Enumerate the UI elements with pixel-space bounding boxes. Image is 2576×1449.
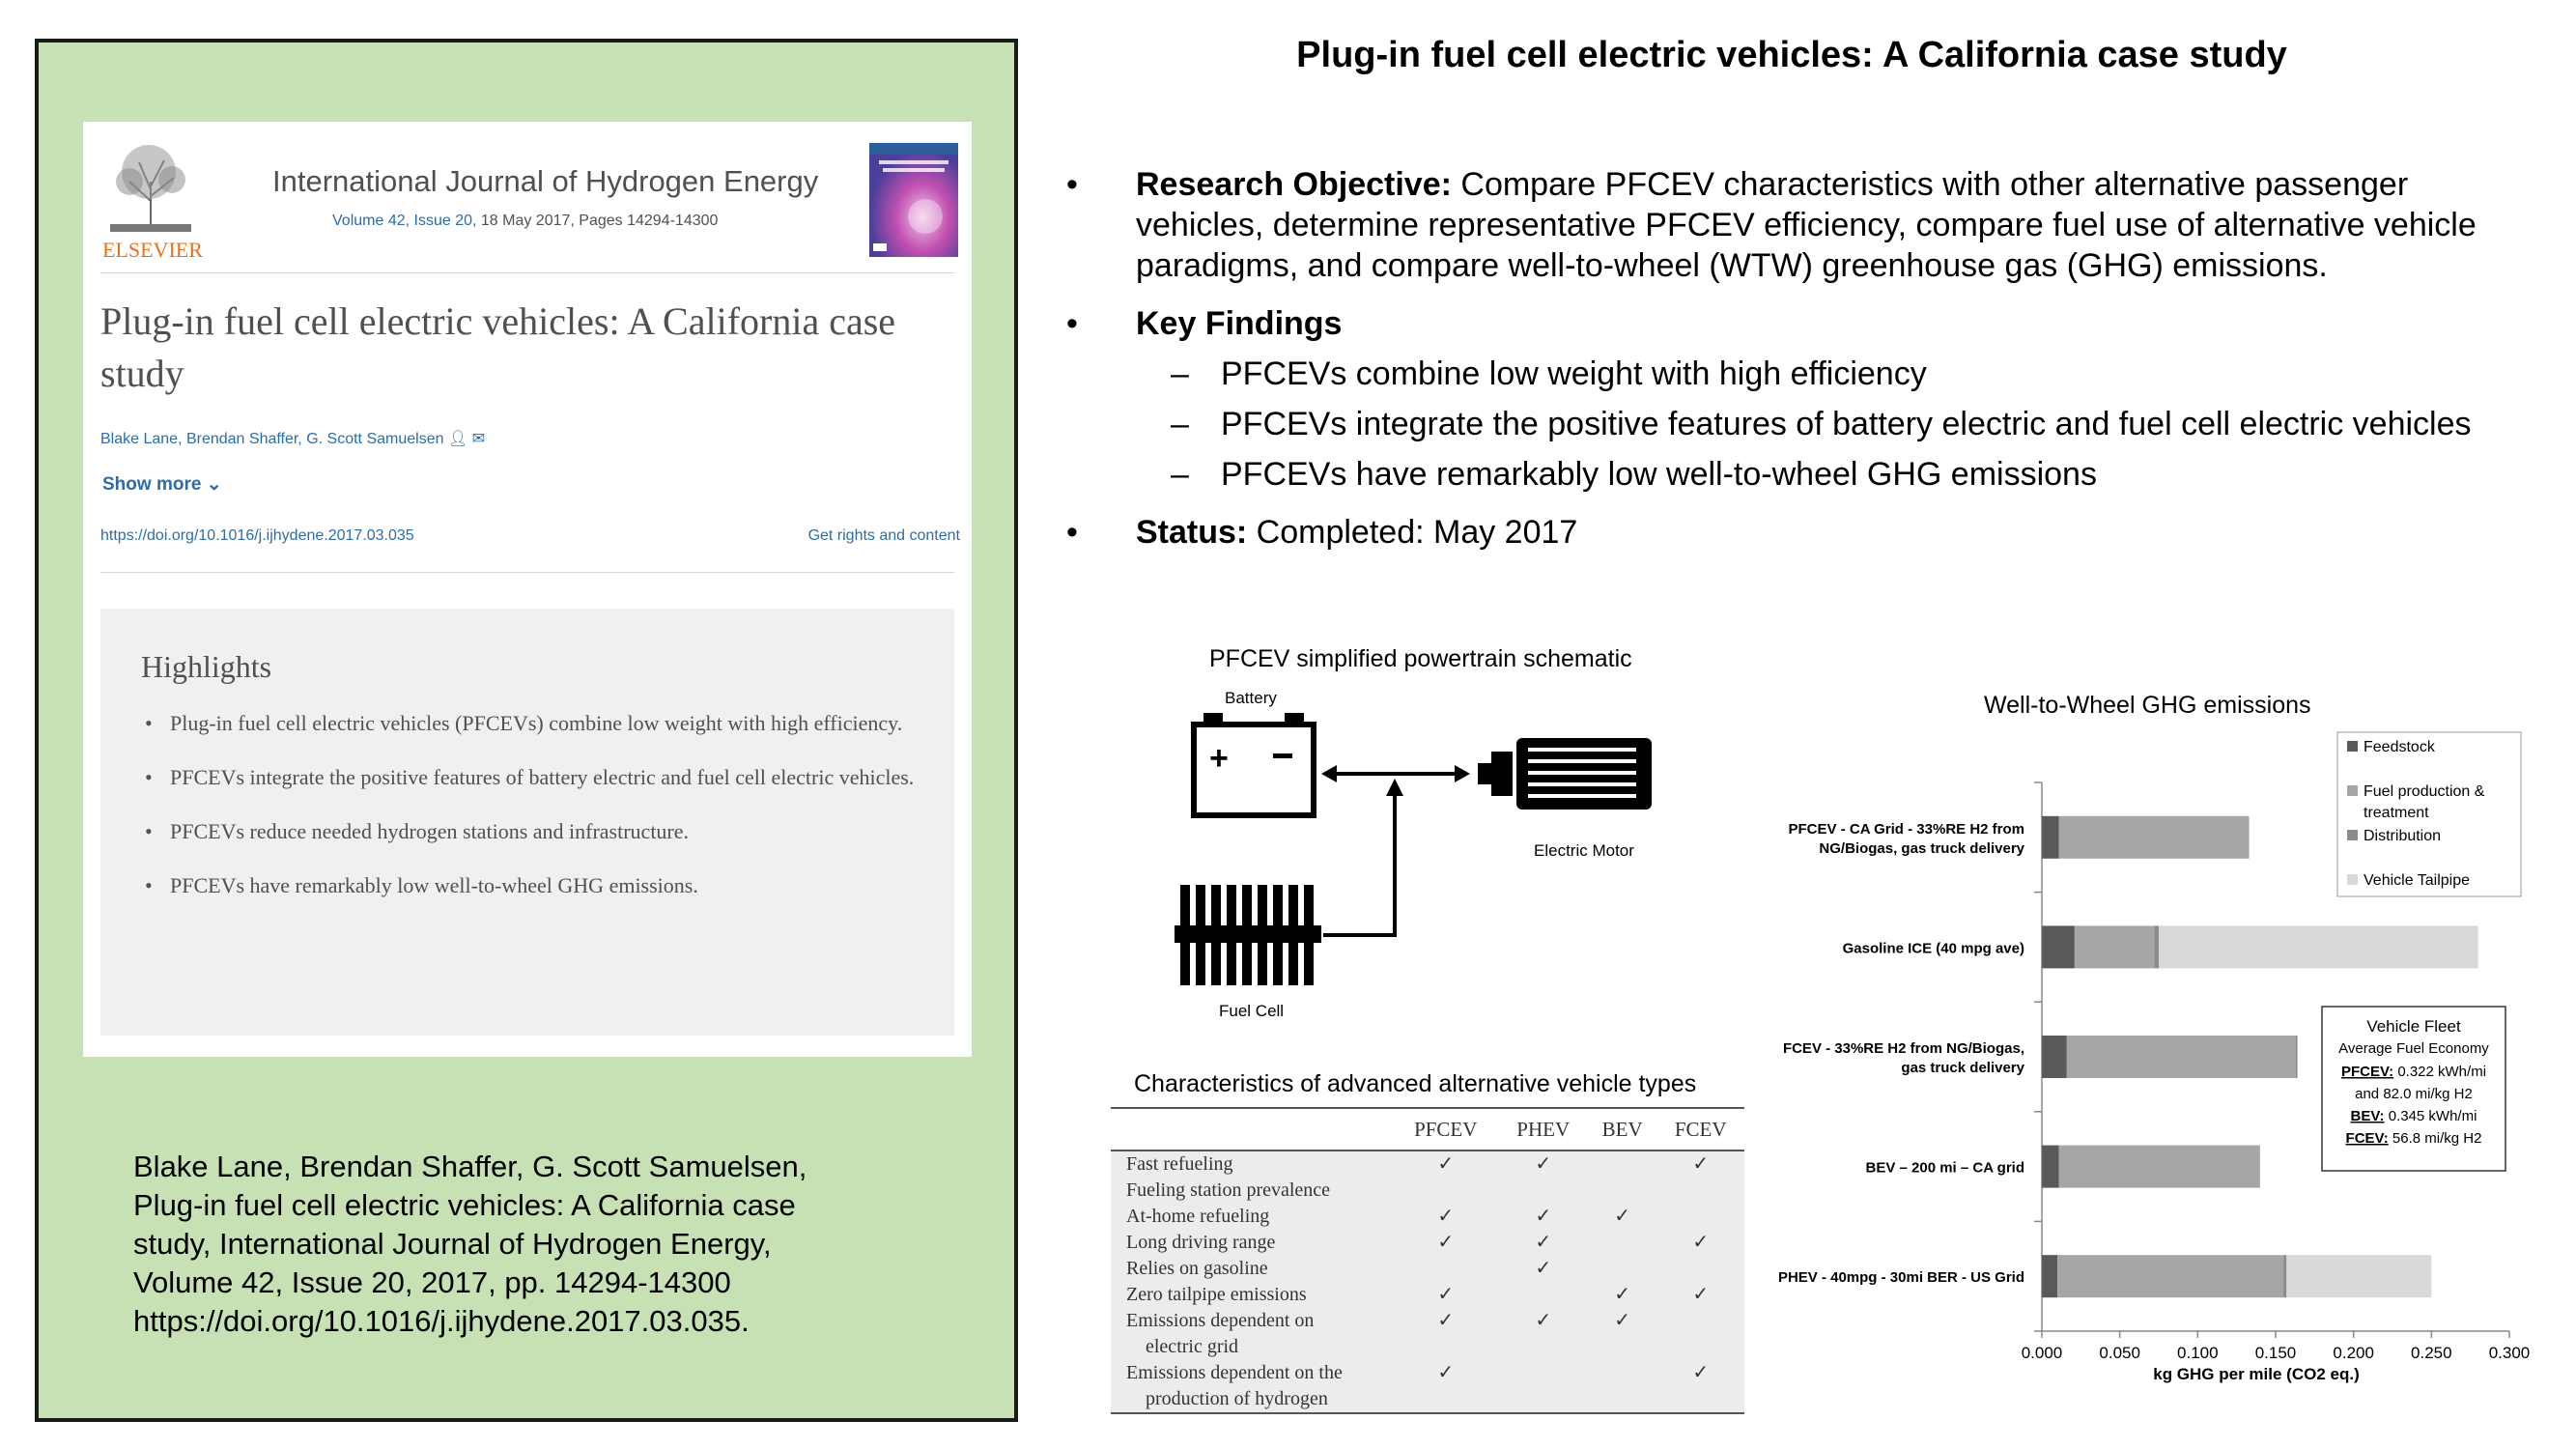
check-cell: ✓ — [1535, 1232, 1552, 1253]
check-cell: ✓ — [1437, 1310, 1455, 1331]
motor-label: Electric Motor — [1534, 841, 1634, 860]
doi-link[interactable]: https://doi.org/10.1016/j.ijhydene.2017.03.035 — [100, 527, 414, 544]
check-cell: ✓ — [1614, 1284, 1631, 1305]
divider — [100, 272, 954, 273]
check-cell — [1588, 1178, 1657, 1204]
category-label: PFCEV - CA Grid - 33%RE H2 from — [1788, 820, 2024, 838]
bar-segment — [2042, 816, 2059, 859]
article-screenshot — [83, 122, 972, 1057]
table-row — [1111, 1151, 1744, 1178]
check-cell — [1588, 1151, 1657, 1178]
legend-swatch — [2347, 874, 2358, 885]
column-header: PHEV — [1499, 1108, 1588, 1151]
journal-cover-image[interactable] — [869, 143, 958, 257]
bar-segment — [2059, 816, 2250, 859]
x-axis-label: kg GHG per mile (CO2 eq.) — [2153, 1365, 2360, 1383]
check-cell: ✓ — [1535, 1258, 1552, 1279]
fleet-box-line: PFCEV: 0.322 kWh/mi — [2340, 1064, 2487, 1080]
check-cell — [1656, 1256, 1744, 1282]
highlight-item: • Plug-in fuel cell electric vehicles (PFCEVs) combine low weight with high efficiency. — [141, 707, 923, 740]
check-cell — [1588, 1360, 1657, 1413]
bar-segment — [2057, 1255, 2283, 1297]
feature-cell: Emissions dependent on the production of hydrogen — [1111, 1360, 1393, 1413]
divider — [100, 572, 954, 573]
category-label: BEV – 200 mi – CA grid — [1865, 1159, 2024, 1177]
check-cell — [1656, 1178, 1744, 1204]
bar-segment — [2283, 1255, 2286, 1297]
table-row — [1111, 1308, 1744, 1360]
elsevier-tree-logo — [100, 143, 201, 236]
check-cell: ✓ — [1656, 1360, 1744, 1413]
fleet-box-line: and 82.0 mi/kg H2 — [2355, 1086, 2473, 1102]
x-tick-label: 0.000 — [2021, 1344, 2063, 1362]
check-cell — [1656, 1204, 1744, 1230]
fleet-box-subtitle: Average Fuel Economy — [2338, 1040, 2489, 1057]
journal-name[interactable]: International Journal of Hydrogen Energy — [272, 164, 819, 198]
category-label: FCEV - 33%RE H2 from NG/Biogas, — [1782, 1040, 2024, 1057]
check-cell: ✓ — [1393, 1360, 1499, 1413]
highlights-list — [141, 707, 923, 923]
bar-segment — [2286, 1255, 2431, 1297]
bar-segment — [2296, 1036, 2298, 1078]
column-header: FCEV — [1656, 1108, 1744, 1151]
category-label: PHEV - 40mpg - 30mi BER - US Grid — [1777, 1269, 2024, 1287]
slide-title: Plug-in fuel cell electric vehicles: A California case study — [1296, 35, 2287, 75]
check-cell: ✓ — [1692, 1153, 1710, 1175]
author-list[interactable]: Blake Lane, Brendan Shaffer, G. Scott Samuelsen 👤︎ ✉︎ — [100, 431, 486, 447]
x-tick-label: 0.150 — [2254, 1344, 2297, 1362]
check-cell: ✓ — [1614, 1206, 1631, 1227]
x-tick-label: 0.300 — [2488, 1344, 2531, 1362]
table-body — [1111, 1151, 1744, 1413]
table-title: Characteristics of advanced alternative vehicle types — [1134, 1070, 1697, 1097]
check-cell — [1499, 1178, 1588, 1204]
volume-link[interactable]: Volume 42, Issue 20, — [332, 213, 477, 229]
category-label: Gasoline ICE (40 mpg ave) — [1842, 940, 2024, 957]
legend-entry: Vehicle Tailpipe — [2364, 872, 2471, 889]
legend-swatch — [2347, 830, 2358, 840]
category-label: NG/Biogas, gas truck delivery — [1819, 839, 2024, 857]
bar-segment — [2042, 1255, 2057, 1297]
feature-cell: At-home refueling — [1126, 1206, 1270, 1227]
get-rights-link[interactable]: Get rights and content — [807, 527, 960, 544]
check-cell: ✓ — [1692, 1284, 1710, 1305]
finding-item: – PFCEVs combine low weight with high efficiency — [1171, 355, 1927, 392]
envelope-icon[interactable]: ✉︎ — [471, 431, 486, 447]
chart-title: Well-to-Wheel GHG emissions — [1984, 692, 2311, 719]
citation-text: Blake Lane, Brendan Shaffer, G. Scott Samuelsen, Plug-in fuel cell electric vehicles: A California case study, International Journal of Hydrogen Energy, Volume 42, Issue 20, 2017, pp. 14294-14300 https://doi.org/10.1016/j.ijhydene.2017.03.035. — [133, 1150, 807, 1338]
check-cell: ✓ — [1437, 1206, 1455, 1227]
finding-item: – PFCEVs have remarkably low well-to-wheel GHG emissions — [1171, 456, 2097, 493]
battery-icon — [1194, 713, 1314, 815]
check-cell: ✓ — [1535, 1206, 1552, 1227]
x-tick-label: 0.100 — [2177, 1344, 2219, 1362]
check-cell: ✓ — [1535, 1153, 1552, 1175]
x-tick-label: 0.200 — [2333, 1344, 2374, 1362]
highlights-heading: Highlights — [141, 649, 272, 684]
check-cell — [1499, 1360, 1588, 1413]
column-header: PFCEV — [1393, 1108, 1499, 1151]
check-cell: ✓ — [1614, 1310, 1631, 1331]
feature-cell: Emissions dependent on electric grid — [1126, 1310, 1315, 1357]
check-cell: ✓ — [1437, 1284, 1455, 1305]
table-header-row — [1111, 1108, 1744, 1151]
feature-cell: Relies on gasoline — [1126, 1258, 1268, 1279]
bar-segment — [2154, 925, 2159, 968]
bullet-list — [1066, 164, 2534, 553]
table-row — [1111, 1256, 1744, 1282]
legend-entry: Feedstock — [2364, 739, 2435, 755]
feature-cell: Long driving range — [1126, 1232, 1276, 1253]
person-icon[interactable]: 👤︎ — [447, 431, 468, 447]
legend-swatch — [2347, 785, 2358, 796]
table-row — [1111, 1204, 1744, 1230]
check-cell — [1499, 1282, 1588, 1308]
powertrain-schematic — [1159, 676, 1700, 1034]
column-header: BEV — [1588, 1108, 1657, 1151]
bar-segment — [2042, 1036, 2067, 1078]
x-tick-label: 0.250 — [2411, 1344, 2452, 1362]
fleet-box-line: FCEV: 56.8 mi/kg H2 — [2345, 1130, 2482, 1147]
check-cell — [1393, 1256, 1499, 1282]
category-label: gas truck delivery — [1901, 1060, 2024, 1076]
check-cell: ✓ — [1692, 1232, 1710, 1253]
legend-entry: Distribution — [2364, 828, 2442, 844]
show-more-button[interactable]: Show more ⌄ — [102, 474, 222, 495]
findings-bullet: • Key Findings — [1066, 305, 1343, 342]
highlight-item: • PFCEVs integrate the positive features of battery electric and fuel cell electric vehicles. — [141, 761, 923, 794]
check-cell — [1656, 1308, 1744, 1360]
bar-segment — [2067, 1036, 2296, 1078]
bar-segment — [2059, 1146, 2260, 1188]
check-cell: ✓ — [1437, 1153, 1455, 1175]
highlight-item: • PFCEVs reduce needed hydrogen stations and infrastructure. — [141, 815, 923, 848]
status-bullet: • Status: Completed: May 2017 — [1066, 514, 1578, 551]
bar-segment — [2042, 925, 2075, 968]
check-cell: ✓ — [1535, 1310, 1552, 1331]
svg-text:+: + — [1209, 740, 1229, 777]
publisher-logo-text: ELSEVIER — [102, 238, 203, 262]
feature-cell: Zero tailpipe emissions — [1126, 1284, 1307, 1305]
table-row — [1111, 1360, 1744, 1413]
highlight-item: • PFCEVs have remarkably low well-to-wheel GHG emissions. — [141, 869, 923, 902]
table-row — [1111, 1230, 1744, 1256]
article-title: Plug-in fuel cell electric vehicles: A California case study — [100, 299, 896, 395]
fleet-box-title: Vehicle Fleet — [2366, 1017, 2461, 1036]
bar-segment — [2075, 925, 2154, 968]
schematic-title: PFCEV simplified powertrain schematic — [1209, 645, 1632, 672]
highlights-box — [100, 609, 954, 1036]
battery-label: Battery — [1225, 689, 1277, 707]
feature-column-header — [1111, 1108, 1393, 1151]
vehicle-characteristics-table — [1111, 1107, 1744, 1414]
check-cell: ✓ — [1437, 1232, 1455, 1253]
arrows — [1321, 765, 1470, 935]
check-cell — [1588, 1256, 1657, 1282]
bar-segment — [2042, 1146, 2059, 1188]
x-tick-label: 0.050 — [2099, 1344, 2140, 1362]
journal-issue-info — [332, 213, 718, 230]
feature-cell: Fueling station prevalence — [1126, 1179, 1331, 1201]
check-cell — [1588, 1230, 1657, 1256]
table-row — [1111, 1282, 1744, 1308]
feature-cell: Fast refueling — [1126, 1153, 1233, 1175]
table-row — [1111, 1178, 1744, 1204]
legend-entry: treatment — [2364, 805, 2429, 821]
fuel-cell-label: Fuel Cell — [1219, 1002, 1285, 1020]
wtw-ghg-chart — [1777, 724, 2550, 1391]
legend-swatch — [2347, 741, 2358, 752]
finding-item: – PFCEVs integrate the positive features of battery electric and fuel cell electric vehicles — [1171, 406, 2472, 442]
objective-bullet: • Research Objective: Compare PFCEV characteristics with other alternative passenger vehicles, determine representative PFCEV efficiency, compare fuel use of alternative vehicle paradigms, and compare well-to-wheel (WTW) greenhouse gas (GHG) emissions. — [1066, 166, 2477, 284]
check-cell — [1393, 1178, 1499, 1204]
fleet-box-line: BEV: 0.345 kWh/mi — [2350, 1108, 2477, 1124]
electric-motor-icon — [1478, 738, 1652, 810]
bar-segment — [2159, 925, 2478, 968]
fuel-cell-icon — [1175, 885, 1321, 985]
issue-date-pages: 18 May 2017, Pages 14294-14300 — [476, 213, 719, 229]
chevron-down-icon: ⌄ — [206, 474, 222, 495]
legend-entry: Fuel production & — [2364, 783, 2485, 800]
